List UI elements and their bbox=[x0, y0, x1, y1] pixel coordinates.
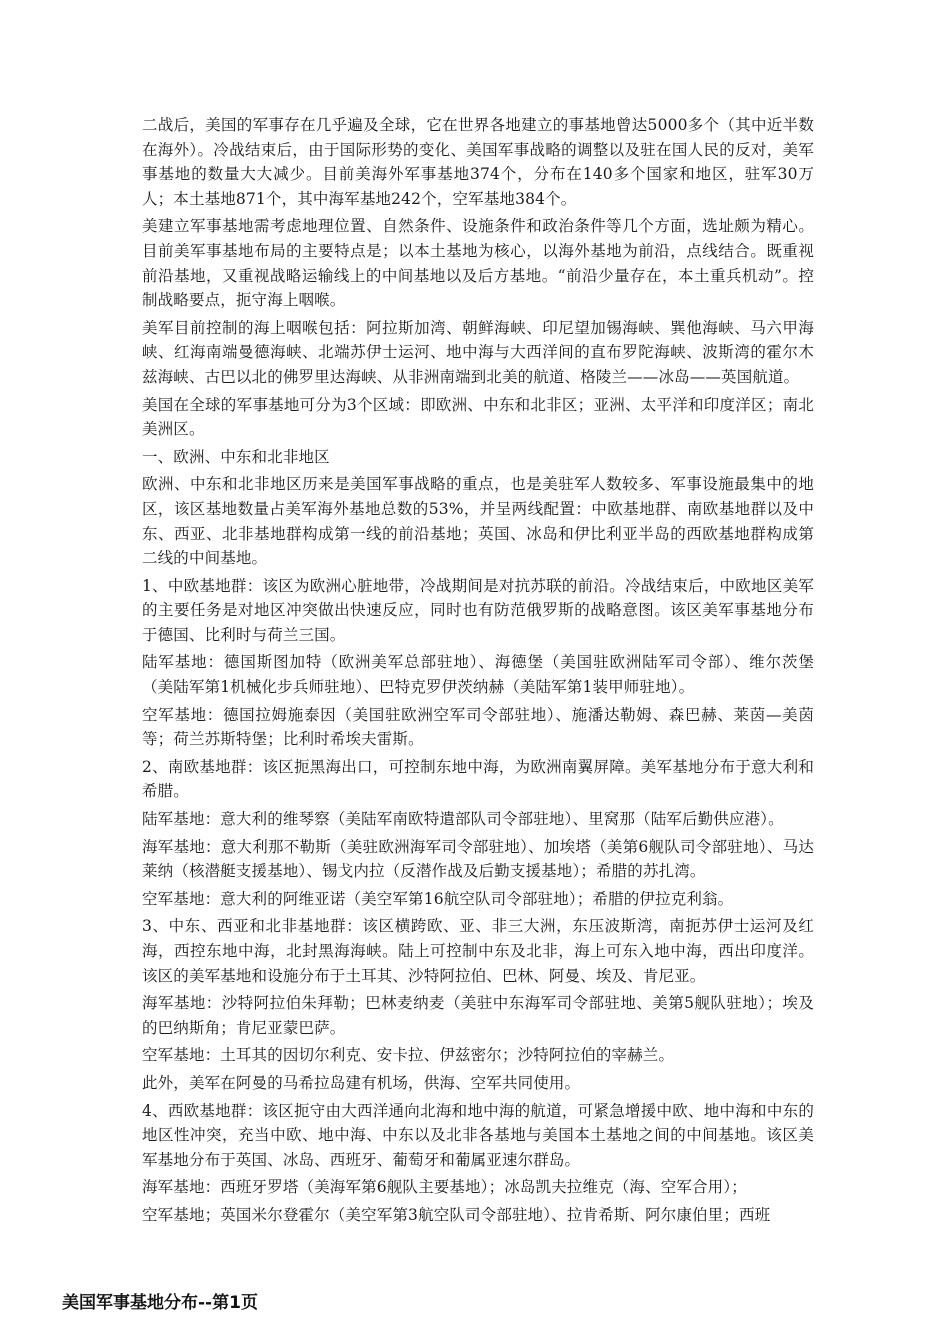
paragraph-western-europe: 4、西欧基地群：该区扼守由大西洋通向北海和地中海的航道，可紧急增援中欧、地中海和中东的地区性冲突，充当中欧、地中海、中东以及北非各基地与美国本土基地之间的中间基地。该区美军基地分布于英国、冰岛、西班牙、葡萄牙和葡属亚速尔群岛。 bbox=[142, 1101, 814, 1169]
paragraph-southern-europe-army: 陆军基地：意大利的维琴察（美陆军南欧特遣部队司令部驻地）、里窝那（陆军后勤供应港）。 bbox=[142, 810, 784, 829]
paragraph-layout-features: 美建立军事基地需考虑地理位置、自然条件、设施条件和政治条件等几个方面，选址颇为精心。目前美军事基地布局的主要特点是；以本土基地为核心，以海外基地为前沿，点线结合。既重视前沿基地，又重视战略运输线上的中间基地以及后方基地。“前沿少量存在，本土重兵机动”。控制战略要点，扼守海上咽喉。 bbox=[142, 217, 814, 310]
document-body bbox=[142, 113, 814, 1231]
paragraph-central-europe-air: 空军基地：德国拉姆施泰因（美国驻欧洲空军司令部驻地）、施潘达勒姆、森巴赫、莱茵—美茵等；荷兰苏斯特堡；比利时希埃夫雷斯。 bbox=[142, 705, 814, 749]
paragraph-central-europe: 1、中欧基地群：该区为欧洲心脏地带，冷战期间是对抗苏联的前沿。冷战结束后，中欧地区美军的主要任务是对地区冲突做出快速反应，同时也有防范俄罗斯的战略意图。该区美军事基地分布于德国、比利时与荷兰三国。 bbox=[142, 576, 814, 644]
paragraph-intro: 二战后，美国的军事存在几乎遍及全球，它在世界各地建立的事基地曾达5000多个（其中近半数在海外）。冷战结束后，由于国际形势的变化、美国军事战略的调整以及驻在国人民的反对，美军事基地的数量大大减少。目前美海外军事基地374个，分布在140多个国家和地区，驻军30万人；本土基地871个，其中海军基地242个，空军基地384个。 bbox=[142, 116, 814, 208]
paragraph-southern-europe-navy: 海军基地：意大利那不勒斯（美驻欧洲海军司令部驻地）、加埃塔（美第6舰队司令部驻地）、马达莱纳（核潜艇支援基地）、锡戈内拉（反潜作战及后勤支援基地）；希腊的苏扎湾。 bbox=[142, 837, 814, 881]
paragraph-western-europe-navy: 海军基地：西班牙罗塔（美海军第6舰队主要基地）；冰岛凯夫拉维克（海、空军合用）； bbox=[142, 1178, 747, 1197]
paragraph-central-europe-army: 陆军基地：德国斯图加特（欧洲美军总部驻地）、海德堡（美国驻欧洲陆军司令部）、维尔茨堡（美陆军第1机械化步兵师驻地）、巴特克罗伊茨纳赫（美陆军第1装甲师驻地）。 bbox=[142, 653, 814, 697]
paragraph-straits: 美军目前控制的海上咽喉包括：阿拉斯加湾、朝鲜海峡、印尼望加锡海峡、巽他海峡、马六甲海峡、红海南端曼德海峡、北端苏伊士运河、地中海与大西洋间的直布罗陀海峡、波斯湾的霍尔木兹海峡、古巴以北的佛罗里达海峡、从非洲南端到北美的航道、格陵兰——冰岛——英国航道。 bbox=[142, 318, 814, 386]
paragraph-middle-east-air: 空军基地：土耳其的因切尔利克、安卡拉、伊兹密尔；沙特阿拉伯的宰赫兰。 bbox=[142, 1046, 675, 1065]
paragraph-southern-europe-air: 空军基地：意大利的阿维亚诺（美空军第16航空队司令部驻地）；希腊的伊拉克利翁。 bbox=[142, 889, 734, 908]
paragraph-southern-europe: 2、南欧基地群：该区扼黑海出口，可控制东地中海，为欧洲南翼屏障。美军基地分布于意大利和希腊。 bbox=[142, 757, 814, 801]
paragraph-oman-note: 此外，美军在阿曼的马希拉岛建有机场，供海、空军共同使用。 bbox=[142, 1073, 581, 1092]
paragraph-middle-east: 3、中东、西亚和北非基地群：该区横跨欧、亚、非三大洲，东压波斯湾，南扼苏伊士运河及红海，西控东地中海，北封黑海海峡。陆上可控制中东及北非，海上可东入地中海，西出印度洋。该区的美军基地和设施分布于土耳其、沙特阿拉伯、巴林、阿曼、埃及、肯尼亚。 bbox=[142, 917, 814, 985]
paragraph-europe-overview: 欧洲、中东和北非地区历来是美国军事战略的重点，也是美驻军人数较多、军事设施最集中的地区，该区基地数量占美军海外基地总数的53%，并呈两线配置：中欧基地群、南欧基地群以及中东、西亚、北非基地群构成第一线的前沿基地；英国、冰岛和伊比利亚半岛的西欧基地群构成第二线的中间基地。 bbox=[142, 475, 814, 568]
page-footer: 美国军事基地分布--第1页 bbox=[62, 1293, 258, 1313]
section-heading-europe: 一、欧洲、中东和北非地区 bbox=[142, 447, 330, 466]
paragraph-western-europe-air: 空军基地；英国米尔登霍尔（美空军第3航空队司令部驻地）、拉肯希斯、阿尔康伯里；西班 bbox=[142, 1205, 771, 1224]
paragraph-middle-east-navy: 海军基地：沙特阿拉伯朱拜勒；巴林麦纳麦（美驻中东海军司令部驻地、美第5舰队驻地）；埃及的巴纳斯角；肯尼亚蒙巴萨。 bbox=[142, 994, 814, 1037]
paragraph-regions: 美国在全球的军事基地可分为3个区域：即欧洲、中东和北非区；亚洲、太平洋和印度洋区；南北美洲区。 bbox=[142, 395, 814, 439]
